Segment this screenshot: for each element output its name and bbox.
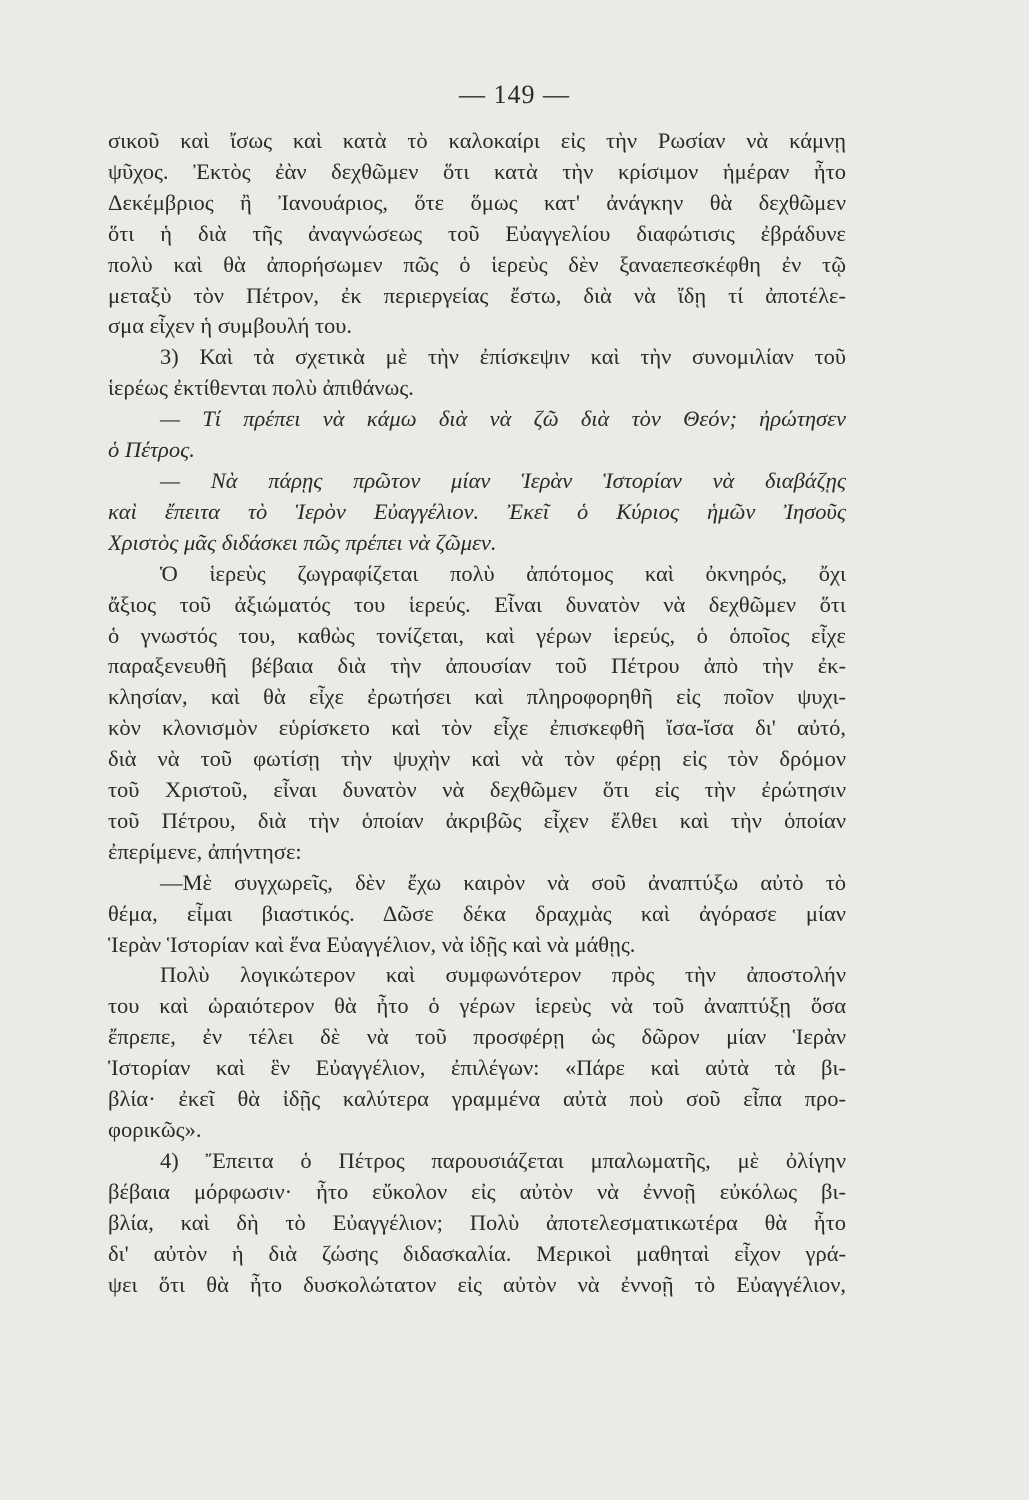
page-number: — 149 — — [459, 80, 570, 109]
text-line: διὰ νὰ τοῦ φωτίσῃ τὴν ψυχὴν καὶ νὰ τὸν φέρῃ εἰς τὸν δρόμον — [108, 746, 846, 772]
text-line: του καὶ ὡραιότερον θὰ ἦτο ὁ γέρων ἱερεὺς νὰ τοῦ ἀναπτύξῃ ὅσα — [108, 993, 846, 1019]
text-line: βλία, καὶ δὴ τὸ Εὐαγγέλιον; Πολὺ ἀποτελεσματικωτέρα θὰ ἦτο — [108, 1209, 846, 1235]
text-line: ὅτι ἡ διὰ τῆς ἀναγνώσεως τοῦ Εὐαγγελίου διαφώτισις ἐβράδυνε — [108, 220, 846, 246]
text-line: θέμα, εἶμαι βιαστικός. Δῶσε δέκα δραχμὰς καὶ ἀγόρασε μίαν — [108, 900, 846, 926]
text-line: ὁ Πέτρος. — [108, 437, 195, 463]
text-line: Χριστὸς μᾶς διδάσκει πῶς πρέπει νὰ ζῶμεν. — [108, 529, 497, 555]
text-line: Ἱστορίαν καὶ ἓν Εὐαγγέλιον, ἐπιλέγων: «Πάρε καὶ αὐτὰ τὰ βι- — [108, 1055, 846, 1081]
text-line: Πολὺ λογικώτερον καὶ συμφωνότερον πρὸς τὴν ἀποστολήν — [160, 962, 846, 988]
text-line: 4) Ἔπειτα ὁ Πέτρος παρουσιάζεται μπαλωματῆς, μὲ ὀλίγην — [160, 1147, 846, 1173]
text-line: σικοῦ καὶ ἴσως καὶ κατὰ τὸ καλοκαίρι εἰς τὴν Ρωσίαν νὰ κάμνῃ — [108, 128, 846, 153]
text-line: ἐπερίμενε, ἀπήντησε: — [108, 838, 302, 864]
text-line: 3) Καὶ τὰ σχετικὰ μὲ τὴν ἐπίσκεψιν καὶ τὴν συνομιλίαν τοῦ — [160, 344, 846, 370]
text-line: τοῦ Πέτρου, διὰ τὴν ὁποίαν ἀκριβῶς εἶχεν ἔλθει καὶ τὴν ὁποίαν — [108, 807, 846, 833]
text-line: δι' αὐτὸν ἡ διὰ ζώσης διδασκαλία. Μερικοὶ μαθηταὶ εἶχον γρά- — [108, 1240, 846, 1266]
body-text — [108, 126, 846, 1300]
text-line: — Τί πρέπει νὰ κάμω διὰ νὰ ζῶ διὰ τὸν Θεόν; ἠρώτησεν — [160, 406, 846, 432]
text-line: Δεκέμβριος ἢ Ἰανουάριος, ὅτε ὅμως κατ' ἀνάγκην θὰ δεχθῶμεν — [108, 189, 846, 215]
text-line: σμα εἶχεν ἡ συμβουλή του. — [108, 313, 353, 339]
text-line: ἔπρεπε, ἐν τέλει δὲ νὰ τοῦ προσφέρῃ ὡς δῶρον μίαν Ἱερὰν — [108, 1024, 846, 1050]
text-line: καὶ ἔπειτα τὸ Ἱερὸν Εὐαγγέλιον. Ἐκεῖ ὁ Κύριος ἡμῶν Ἰησοῦς — [108, 498, 846, 524]
text-line: Ὁ ἱερεὺς ζωγραφίζεται πολὺ ἀπότομος καὶ ὀκνηρός, ὄχι — [160, 560, 846, 586]
text-line: ἄξιος τοῦ ἀξιώματός του ἱερεύς. Εἶναι δυνατὸν νὰ δεχθῶμεν ὅτι — [108, 591, 846, 617]
text-line: βέβαια μόρφωσιν· ἦτο εὔκολον εἰς αὐτὸν νὰ ἐννοῇ εὐκόλως βι- — [108, 1178, 846, 1204]
text-line: κὸν κλονισμὸν εὑρίσκετο καὶ τὸν εἶχε ἐπισκεφθῆ ἴσα-ἴσα δι' αὐτό, — [108, 715, 846, 741]
text-line: φορικῶς». — [108, 1117, 202, 1142]
text-line: — Νὰ πάρῃς πρῶτον μίαν Ἱερὰν Ἱστορίαν νὰ διαβάζῃς — [160, 467, 846, 493]
text-line: πολὺ καὶ θὰ ἀπορήσωμεν πῶς ὁ ἱερεὺς δὲν ξαναεπεσκέφθη ἐν τῷ — [108, 251, 846, 277]
text-line: —Μὲ συγχωρεῖς, δὲν ἔχω καιρὸν νὰ σοῦ ἀναπτύξω αὐτὸ τὸ — [160, 869, 846, 895]
text-line: μεταξὺ τὸν Πέτρον, ἐκ περιεργείας ἔστω, διὰ νὰ ἴδῃ τί ἀποτέλε- — [108, 282, 846, 308]
text-line: τοῦ Χριστοῦ, εἶναι δυνατὸν νὰ δεχθῶμεν ὅτι εἰς τὴν ἐρώτησιν — [108, 777, 846, 803]
text-line: ἱερέως ἐκτίθενται πολὺ ἀπιθάνως. — [108, 375, 414, 401]
text-line: ψει ὅτι θὰ ἦτο δυσκολώτατον εἰς αὐτὸν νὰ ἐννοῇ τὸ Εὐαγγέλιον, — [108, 1271, 846, 1297]
text-line: κλησίαν, καὶ θὰ εἶχε ἐρωτήσει καὶ πληροφορηθῆ εἰς ποῖον ψυχι- — [108, 684, 846, 710]
text-line: ὁ γνωστός του, καθὼς τονίζεται, καὶ γέρων ἱερεύς, ὁ ὁποῖος εἶχε — [108, 622, 846, 648]
text-line: ψῦχος. Ἐκτὸς ἐὰν δεχθῶμεν ὅτι κατὰ τὴν κρίσιμον ἡμέραν ἦτο — [108, 158, 846, 184]
text-line: παραξενευθῆ βέβαια διὰ τὴν ἀπουσίαν τοῦ Πέτρου ἀπὸ τὴν ἐκ- — [108, 653, 846, 679]
text-line: βλία· ἐκεῖ θὰ ἰδῇς καλύτερα γραμμένα αὐτὰ ποὺ σοῦ εἶπα προ- — [108, 1086, 846, 1112]
text-line: Ἱερὰν Ἱστορίαν καὶ ἕνα Εὐαγγέλιον, νὰ ἰδῇς καὶ νὰ μάθῃς. — [108, 931, 636, 957]
